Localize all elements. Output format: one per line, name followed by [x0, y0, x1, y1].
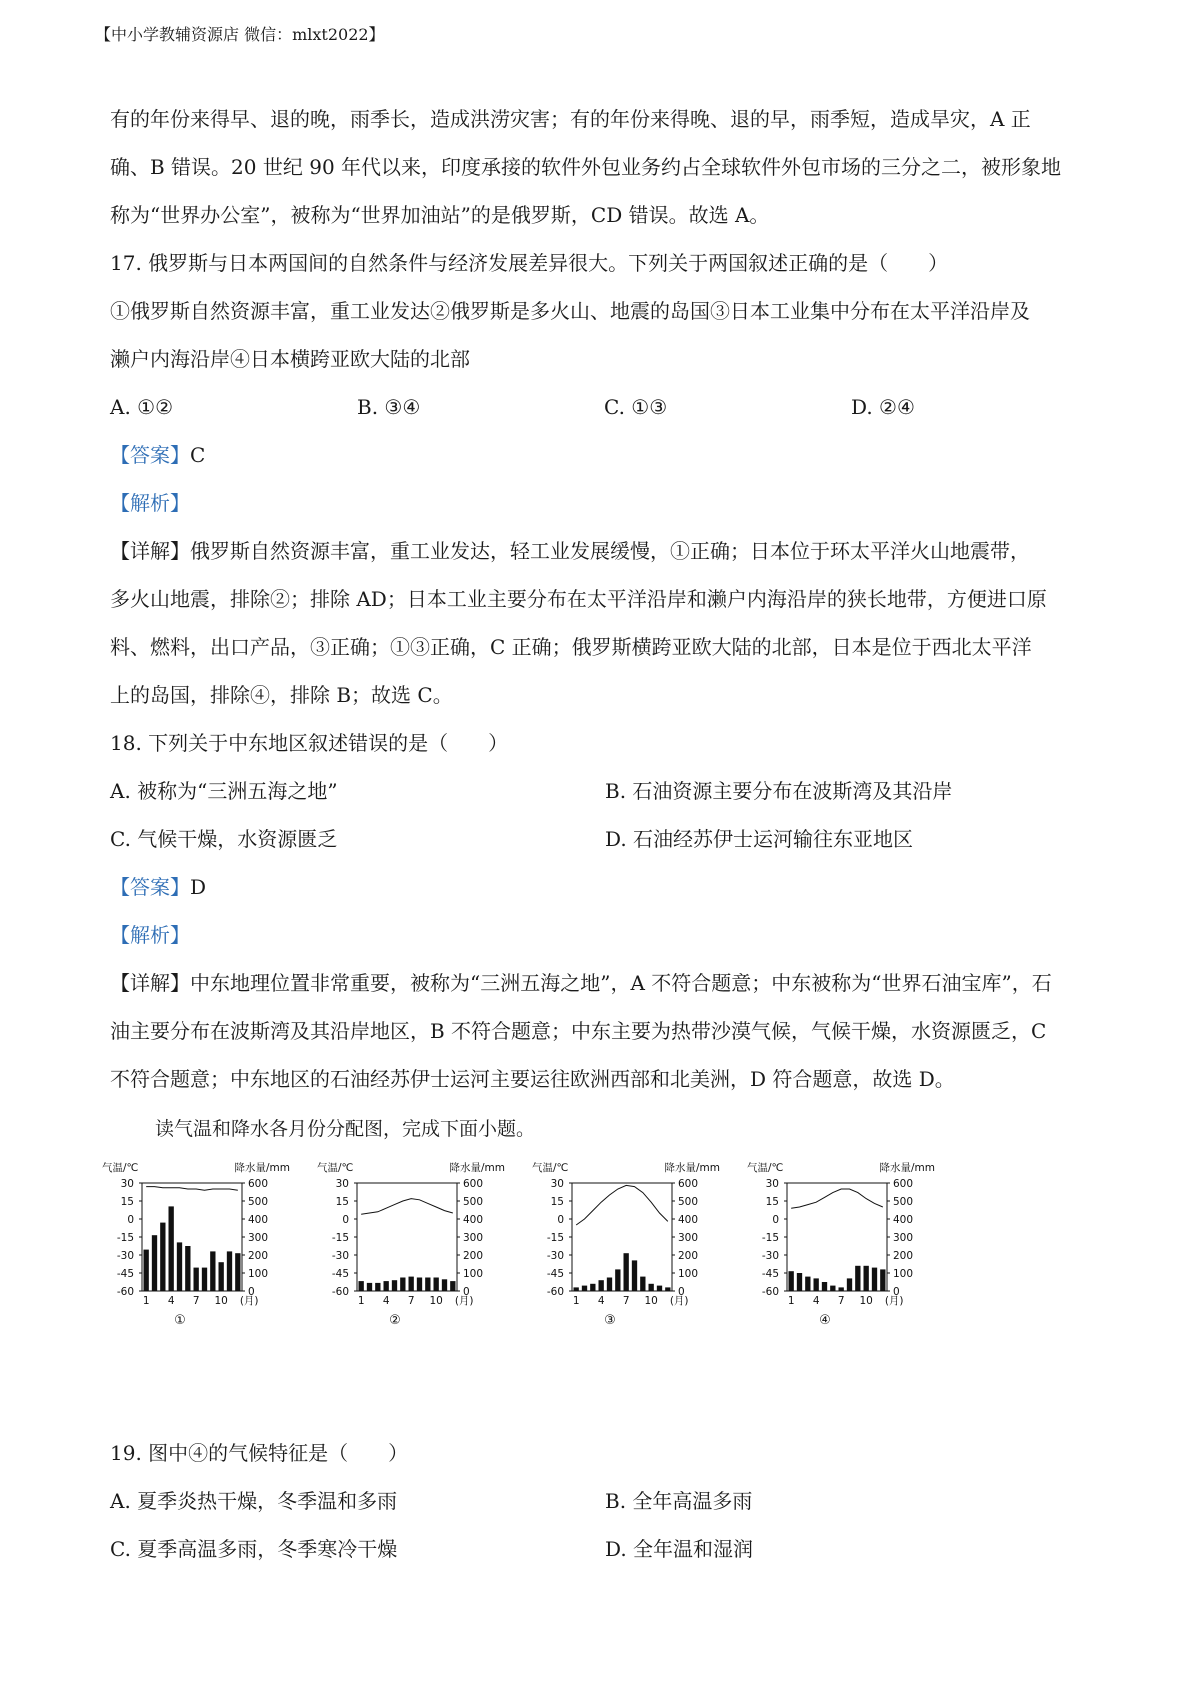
temperature-curve: [791, 1189, 883, 1208]
temperature-tick-label: -15: [761, 1232, 779, 1244]
q17-detail-line-3: 料、燃料，出口产品，③正确；①③正确，C 正确；俄罗斯横跨亚欧大陆的北部，日本是位于西北太平洋: [110, 635, 1032, 659]
chart-caption: ④: [819, 1313, 831, 1328]
temperature-tick-label: -30: [116, 1250, 134, 1262]
precipitation-bar: [822, 1282, 827, 1291]
answer-tag: 【答案】: [110, 443, 190, 467]
precipitation-bar: [814, 1278, 819, 1291]
q17-options: [110, 383, 1100, 431]
chart-caption: ①: [174, 1313, 186, 1328]
precipitation-bar: [177, 1242, 182, 1291]
month-tick-label: 4: [597, 1295, 605, 1307]
precipitation-bar: [805, 1277, 810, 1291]
month-tick-label: 10: [214, 1295, 228, 1307]
temperature-tick-label: -30: [546, 1250, 564, 1262]
temperature-tick-label: -45: [116, 1268, 134, 1280]
q19-option-b: B. 全年高温多雨: [605, 1489, 753, 1513]
precipitation-bar: [797, 1273, 802, 1291]
precipitation-bar: [615, 1269, 620, 1291]
q18-detail-line-1: [110, 959, 1100, 1007]
climate-chart-svg: [745, 1159, 950, 1369]
precipitation-axis-label: 降水量/mm: [879, 1162, 935, 1174]
temperature-tick-label: -30: [331, 1250, 349, 1262]
climate-chart-4: [745, 1159, 950, 1369]
precipitation-tick-label: 500: [248, 1196, 269, 1208]
precipitation-bar: [442, 1279, 447, 1291]
temperature-tick-label: 0: [127, 1214, 134, 1226]
temperature-tick-label: -60: [761, 1286, 779, 1298]
q19-options-row-1: [110, 1477, 1100, 1525]
precipitation-bar: [872, 1268, 877, 1291]
precipitation-bar: [417, 1278, 422, 1292]
month-tick-label: 7: [837, 1295, 845, 1307]
plot-frame: [357, 1183, 457, 1291]
precipitation-bar: [160, 1223, 165, 1291]
precipitation-tick-label: 100: [893, 1268, 914, 1280]
precipitation-bar: [144, 1250, 149, 1291]
precipitation-tick-label: 200: [248, 1250, 269, 1262]
q18-analysis-tag: 【解析】: [110, 923, 190, 947]
temperature-tick-label: 30: [120, 1178, 134, 1190]
month-unit-label: (月): [884, 1295, 904, 1307]
q17-detail-line-1: [110, 527, 1100, 575]
precipitation-bar: [582, 1286, 587, 1291]
precipitation-bar: [194, 1268, 199, 1291]
precipitation-tick-label: 300: [248, 1232, 269, 1244]
chart-caption: ③: [604, 1313, 616, 1328]
temperature-tick-label: -45: [546, 1268, 564, 1280]
precipitation-bar: [185, 1246, 190, 1291]
month-tick-label: 1: [142, 1295, 150, 1307]
q17-items-line-2: 濑户内海沿岸④日本横跨亚欧大陆的北部: [110, 347, 470, 371]
temperature-tick-label: 15: [765, 1196, 779, 1208]
temperature-tick-label: 30: [335, 1178, 349, 1190]
temperature-tick-label: -15: [546, 1232, 564, 1244]
q19-options-row-2: [110, 1525, 1100, 1573]
q17-option-b: B. ③④: [357, 395, 421, 419]
precipitation-bar: [789, 1271, 794, 1291]
q19-stem: 19. 图中④的气候特征是（ ）: [110, 1441, 409, 1465]
precipitation-bar: [434, 1278, 439, 1292]
precipitation-tick-label: 300: [463, 1232, 484, 1244]
temperature-tick-label: 30: [765, 1178, 779, 1190]
q18-detail-line-2: 油主要分布在波斯湾及其沿岸地区，B 不符合题意；中东主要为热带沙漠气候，气候干燥，水资源匮乏，C: [110, 1019, 1047, 1043]
precipitation-bar: [624, 1253, 629, 1291]
q17-option-d: D. ②④: [851, 395, 915, 419]
precipitation-tick-label: 0: [248, 1286, 255, 1298]
precipitation-bar: [830, 1286, 835, 1291]
temperature-tick-label: 0: [557, 1214, 564, 1226]
detail-text: 中东地理位置非常重要，被称为“三洲五海之地”，A 不符合题意；中东被称为“世界石油宝库”，石: [190, 971, 1052, 995]
precipitation-bar: [152, 1235, 157, 1291]
q19-option-a: A. 夏季炎热干燥，冬季温和多雨: [110, 1489, 398, 1513]
q18-options-row-2: [110, 815, 1100, 863]
q17-answer: [110, 431, 1100, 479]
temperature-axis-label: 气温/℃: [747, 1162, 784, 1174]
month-tick-label: 10: [644, 1295, 658, 1307]
temperature-curve: [576, 1185, 668, 1225]
q17-items-line-1: ①俄罗斯自然资源丰富，重工业发达②俄罗斯是多火山、地震的岛国③日本工业集中分布在太平洋沿岸及: [110, 299, 1030, 323]
q18-option-d: D. 石油经苏伊士运河输往东亚地区: [605, 827, 914, 851]
precipitation-tick-label: 500: [893, 1196, 914, 1208]
precipitation-bar: [425, 1278, 430, 1292]
precipitation-tick-label: 400: [678, 1214, 699, 1226]
precipitation-bar: [375, 1283, 380, 1291]
answer-tag: 【答案】: [110, 875, 190, 899]
watermark-header: 【中小学教辅资源店 微信：mlxt2022】: [95, 25, 385, 44]
answer-value: C: [190, 443, 206, 467]
precipitation-axis-label: 降水量/mm: [234, 1162, 290, 1174]
precipitation-bar: [665, 1287, 670, 1291]
climate-chart-svg: [530, 1159, 735, 1369]
precipitation-bar: [607, 1278, 612, 1292]
month-tick-label: 4: [382, 1295, 390, 1307]
precipitation-bar: [640, 1277, 645, 1291]
q18-option-b: B. 石油资源主要分布在波斯湾及其沿岸: [605, 779, 953, 803]
precipitation-tick-label: 100: [248, 1268, 269, 1280]
plot-frame: [572, 1183, 672, 1291]
text-line: 有的年份来得早、退的晚，雨季长，造成洪涝灾害；有的年份来得晚、退的早，雨季短，造成旱灾，A 正: [110, 107, 1031, 131]
precipitation-bar: [657, 1286, 662, 1291]
precipitation-tick-label: 400: [248, 1214, 269, 1226]
q19-option-c: C. 夏季高温多雨，冬季寒冷干燥: [110, 1537, 398, 1561]
precipitation-bar: [632, 1260, 637, 1291]
precipitation-bar: [574, 1287, 579, 1291]
precipitation-bar: [855, 1266, 860, 1291]
precipitation-tick-label: 0: [893, 1286, 900, 1298]
q18-detail-line-3: 不符合题意；中东地区的石油经苏伊士运河主要运往欧洲西部和北美洲，D 符合题意，故选 D。: [110, 1067, 955, 1091]
detail-tag: 【详解】: [110, 539, 190, 563]
temperature-tick-label: -60: [116, 1286, 134, 1298]
precipitation-bar: [210, 1251, 215, 1291]
month-tick-label: 1: [572, 1295, 580, 1307]
q17-detail-line-2: 多火山地震，排除②；排除 AD；日本工业主要分布在太平洋沿岸和濑户内海沿岸的狭长地带，方便进口原: [110, 587, 1047, 611]
precipitation-bar: [839, 1287, 844, 1291]
text-line: 称为“世界办公室”，被称为“世界加油站”的是俄罗斯，CD 错误。故选 A。: [110, 203, 770, 227]
q17-option-a: A. ①②: [110, 395, 174, 419]
temperature-tick-label: -60: [546, 1286, 564, 1298]
month-tick-label: 7: [407, 1295, 415, 1307]
precipitation-bar: [649, 1284, 654, 1291]
temperature-tick-label: -45: [331, 1268, 349, 1280]
precipitation-tick-label: 500: [678, 1196, 699, 1208]
month-tick-label: 7: [622, 1295, 630, 1307]
climate-charts: [102, 1159, 1100, 1374]
precipitation-tick-label: 100: [463, 1268, 484, 1280]
month-unit-label: (月): [669, 1295, 689, 1307]
month-unit-label: (月): [239, 1295, 259, 1307]
precipitation-bar: [392, 1280, 397, 1291]
answer-value: D: [190, 875, 207, 899]
precipitation-bar: [219, 1262, 224, 1291]
temperature-tick-label: 15: [120, 1196, 134, 1208]
chart-caption: ②: [389, 1313, 401, 1328]
temperature-tick-label: 30: [550, 1178, 564, 1190]
precipitation-bar: [169, 1206, 174, 1291]
temperature-tick-label: -15: [331, 1232, 349, 1244]
precipitation-bar: [590, 1284, 595, 1291]
temperature-axis-label: 气温/℃: [102, 1162, 139, 1174]
precipitation-tick-label: 600: [463, 1178, 484, 1190]
precipitation-bar: [864, 1266, 869, 1291]
precipitation-bar: [599, 1280, 604, 1291]
temperature-tick-label: 0: [772, 1214, 779, 1226]
q18-option-a: A. 被称为“三洲五海之地”: [110, 779, 338, 803]
q17-detail-line-4: 上的岛国，排除④，排除 B；故选 C。: [110, 683, 453, 707]
precipitation-tick-label: 300: [678, 1232, 699, 1244]
precipitation-tick-label: 400: [893, 1214, 914, 1226]
precipitation-bar: [409, 1277, 414, 1291]
temperature-tick-label: 15: [335, 1196, 349, 1208]
temperature-axis-label: 气温/℃: [317, 1162, 354, 1174]
month-tick-label: 4: [812, 1295, 820, 1307]
q18-options-row-1: [110, 767, 1100, 815]
text-line: 确、B 错误。20 世纪 90 年代以来，印度承接的软件外包业务约占全球软件外包市场的三分之二，被形象地: [110, 155, 1062, 179]
temperature-tick-label: -60: [331, 1286, 349, 1298]
temperature-tick-label: -45: [761, 1268, 779, 1280]
temperature-tick-label: 15: [550, 1196, 564, 1208]
q18-stem: 18. 下列关于中东地区叙述错误的是（ ）: [110, 731, 509, 755]
temperature-curve: [361, 1199, 453, 1215]
climate-chart-svg: [100, 1159, 305, 1369]
q19-option-d: D. 全年温和湿润: [605, 1537, 754, 1561]
temperature-tick-label: 0: [342, 1214, 349, 1226]
climate-chart-1: [100, 1159, 305, 1369]
precipitation-tick-label: 300: [893, 1232, 914, 1244]
precipitation-bar: [384, 1281, 389, 1291]
precipitation-bar: [847, 1278, 852, 1291]
temperature-curve: [146, 1187, 238, 1191]
month-tick-label: 7: [192, 1295, 200, 1307]
climate-chart-svg: [315, 1159, 520, 1369]
precipitation-tick-label: 200: [893, 1250, 914, 1262]
precipitation-bar: [202, 1268, 207, 1291]
precipitation-bar: [227, 1251, 232, 1291]
precipitation-bar: [235, 1253, 240, 1291]
month-tick-label: 4: [167, 1295, 175, 1307]
detail-text: 俄罗斯自然资源丰富，重工业发达，轻工业发展缓慢，①正确；日本位于环太平洋火山地震带，: [190, 539, 1030, 563]
precipitation-bar: [450, 1281, 455, 1291]
precipitation-axis-label: 降水量/mm: [449, 1162, 505, 1174]
temperature-axis-label: 气温/℃: [532, 1162, 569, 1174]
precipitation-bar: [400, 1278, 405, 1292]
q17-option-c: C. ①③: [604, 395, 668, 419]
precipitation-tick-label: 600: [893, 1178, 914, 1190]
precipitation-tick-label: 600: [678, 1178, 699, 1190]
month-tick-label: 10: [429, 1295, 443, 1307]
temperature-tick-label: -15: [116, 1232, 134, 1244]
temperature-tick-label: -30: [761, 1250, 779, 1262]
q18-option-c: C. 气候干燥，水资源匮乏: [110, 827, 338, 851]
month-unit-label: (月): [454, 1295, 474, 1307]
detail-tag: 【详解】: [110, 971, 190, 995]
precipitation-tick-label: 500: [463, 1196, 484, 1208]
month-tick-label: 10: [859, 1295, 873, 1307]
q17-stem: 17. 俄罗斯与日本两国间的自然条件与经济发展差异很大。下列关于两国叙述正确的是（ ）: [110, 251, 949, 275]
precipitation-tick-label: 200: [463, 1250, 484, 1262]
precipitation-tick-label: 400: [463, 1214, 484, 1226]
precipitation-tick-label: 600: [248, 1178, 269, 1190]
precipitation-tick-label: 0: [463, 1286, 470, 1298]
precipitation-axis-label: 降水量/mm: [664, 1162, 720, 1174]
month-tick-label: 1: [787, 1295, 795, 1307]
q18-answer: [110, 863, 1100, 911]
precipitation-tick-label: 100: [678, 1268, 699, 1280]
precipitation-tick-label: 0: [678, 1286, 685, 1298]
climate-chart-2: [315, 1159, 520, 1369]
q17-analysis-tag: 【解析】: [110, 491, 190, 515]
chart-intro: 读气温和降水各月份分配图，完成下面小题。: [155, 1118, 536, 1140]
precipitation-bar: [367, 1283, 372, 1291]
month-tick-label: 1: [357, 1295, 365, 1307]
document-body: [102, 95, 1100, 1573]
precipitation-tick-label: 200: [678, 1250, 699, 1262]
precipitation-bar: [880, 1269, 885, 1291]
precipitation-bar: [359, 1281, 364, 1291]
climate-chart-3: [530, 1159, 735, 1369]
